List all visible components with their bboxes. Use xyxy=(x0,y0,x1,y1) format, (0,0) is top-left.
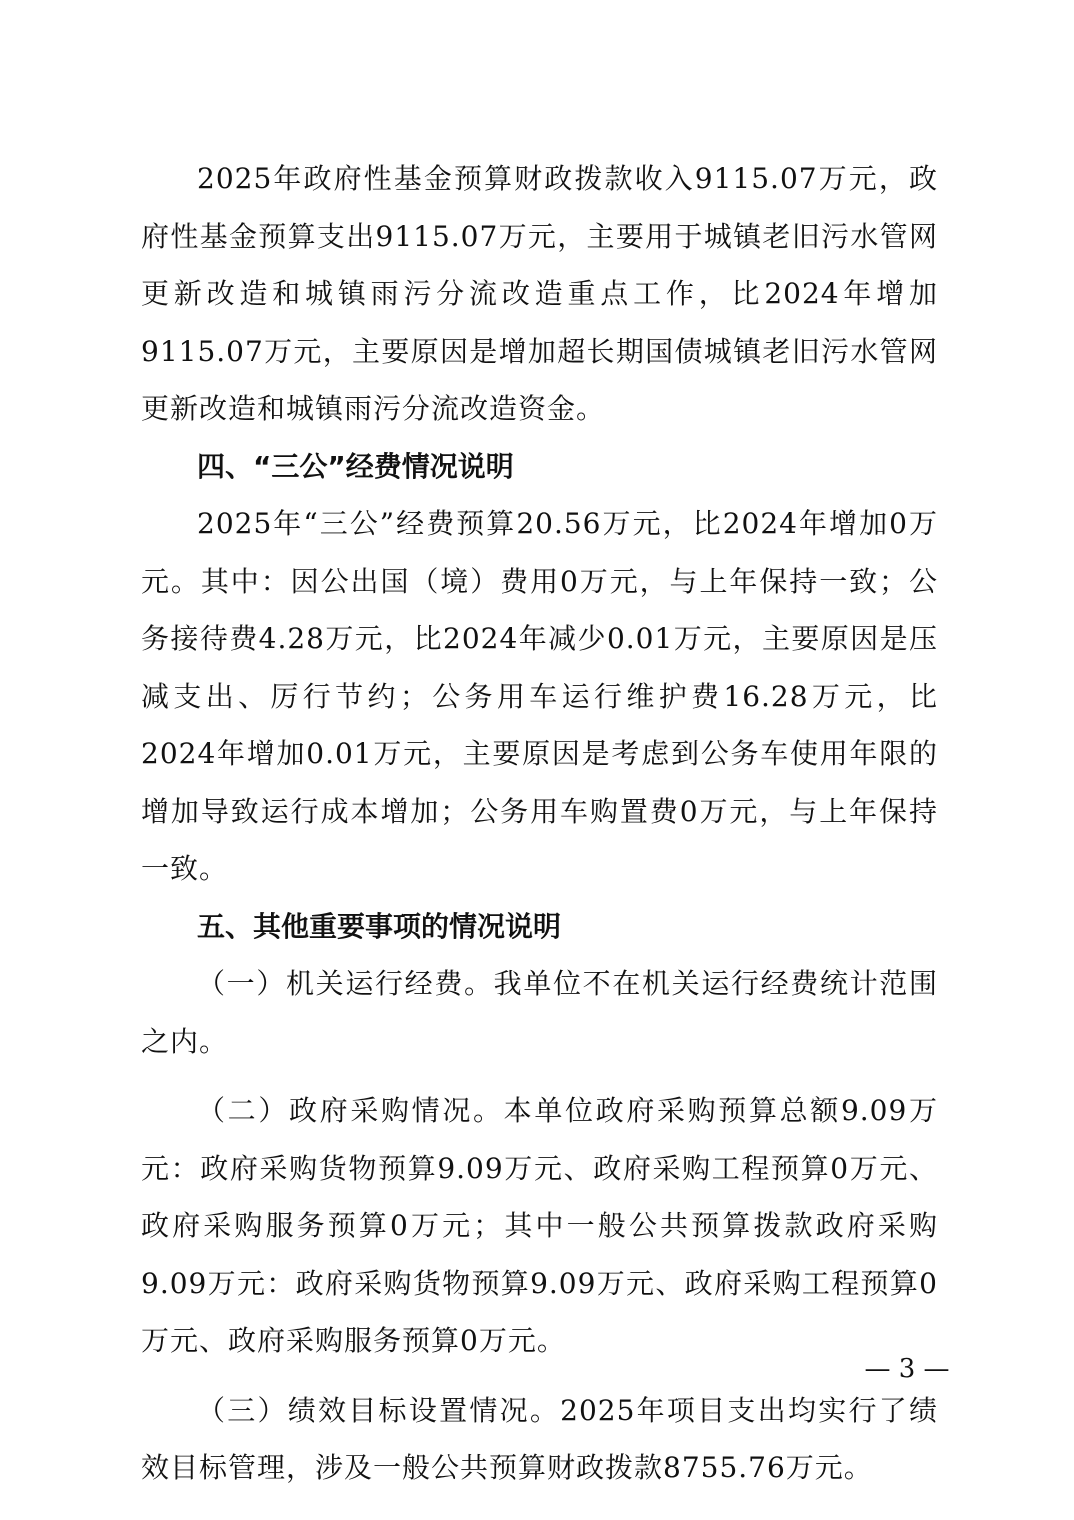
paragraph-government-fund-budget: 2025年政府性基金预算财政拨款收入9115.07万元，政府性基金预算支出9115.07万元，主要用于城镇老旧污水管网更新改造和城镇雨污分流改造重点工作，比2024年增加9115.07万元，主要原因是增加超长期国债城镇老旧污水管网更新改造和城镇雨污分流改造资金。 xyxy=(141,162,938,425)
paragraph-three-public-expenses: 2025年“三公”经费预算20.56万元，比2024年增加0万元。其中：因公出国（境）费用0万元，与上年保持一致；公务接待费4.28万元，比2024年减少0.01万元，主要原因是压减支出、厉行节约；公务用车运行维护费16.28万元，比2024年增加0.01万元，主要原因是考虑到公务车使用年限的增加导致运行成本增加；公务用车购置费0万元，与上年保持一致。 xyxy=(141,507,938,885)
paragraph-lead-performance-targets: （三）绩效目标设置情况。 xyxy=(197,1393,561,1427)
paragraph-lead-government-procurement: （二）政府采购情况。 xyxy=(197,1094,504,1127)
paragraph-spacer xyxy=(141,1370,938,1382)
paragraph-body-agency-operating-costs: 我单位不在机关运行经费统计范围之内。 xyxy=(141,967,938,1058)
paragraph-government-procurement xyxy=(141,1082,938,1370)
paragraph-body-government-procurement: 本单位政府采购预算总额9.09万元：政府采购货物预算9.09万元、政府采购工程预算0万元、政府采购服务预算0万元；其中一般公共预算拨款政府采购9.09万元：政府采购货物预算9.09万元、政府采购工程预算0万元、政府采购服务预算0万元。 xyxy=(141,1094,938,1357)
heading-three-public-expenses: 四、“三公”经费情况说明 xyxy=(197,449,514,483)
page-number: — 3 — xyxy=(864,1354,950,1384)
paragraph-agency-operating-costs xyxy=(141,955,938,1070)
page-body xyxy=(141,150,938,1497)
paragraph-performance-targets xyxy=(141,1382,938,1497)
paragraph-body-performance-targets: 2025年项目支出均实行了绩效目标管理，涉及一般公共预算财政拨款8755.76万元。 xyxy=(141,1393,938,1484)
paragraph-spacer xyxy=(141,1070,938,1082)
paragraph-lead-agency-operating-costs: （一）机关运行经费。 xyxy=(197,967,494,1000)
heading-other-important-matters: 五、其他重要事项的情况说明 xyxy=(197,909,562,943)
